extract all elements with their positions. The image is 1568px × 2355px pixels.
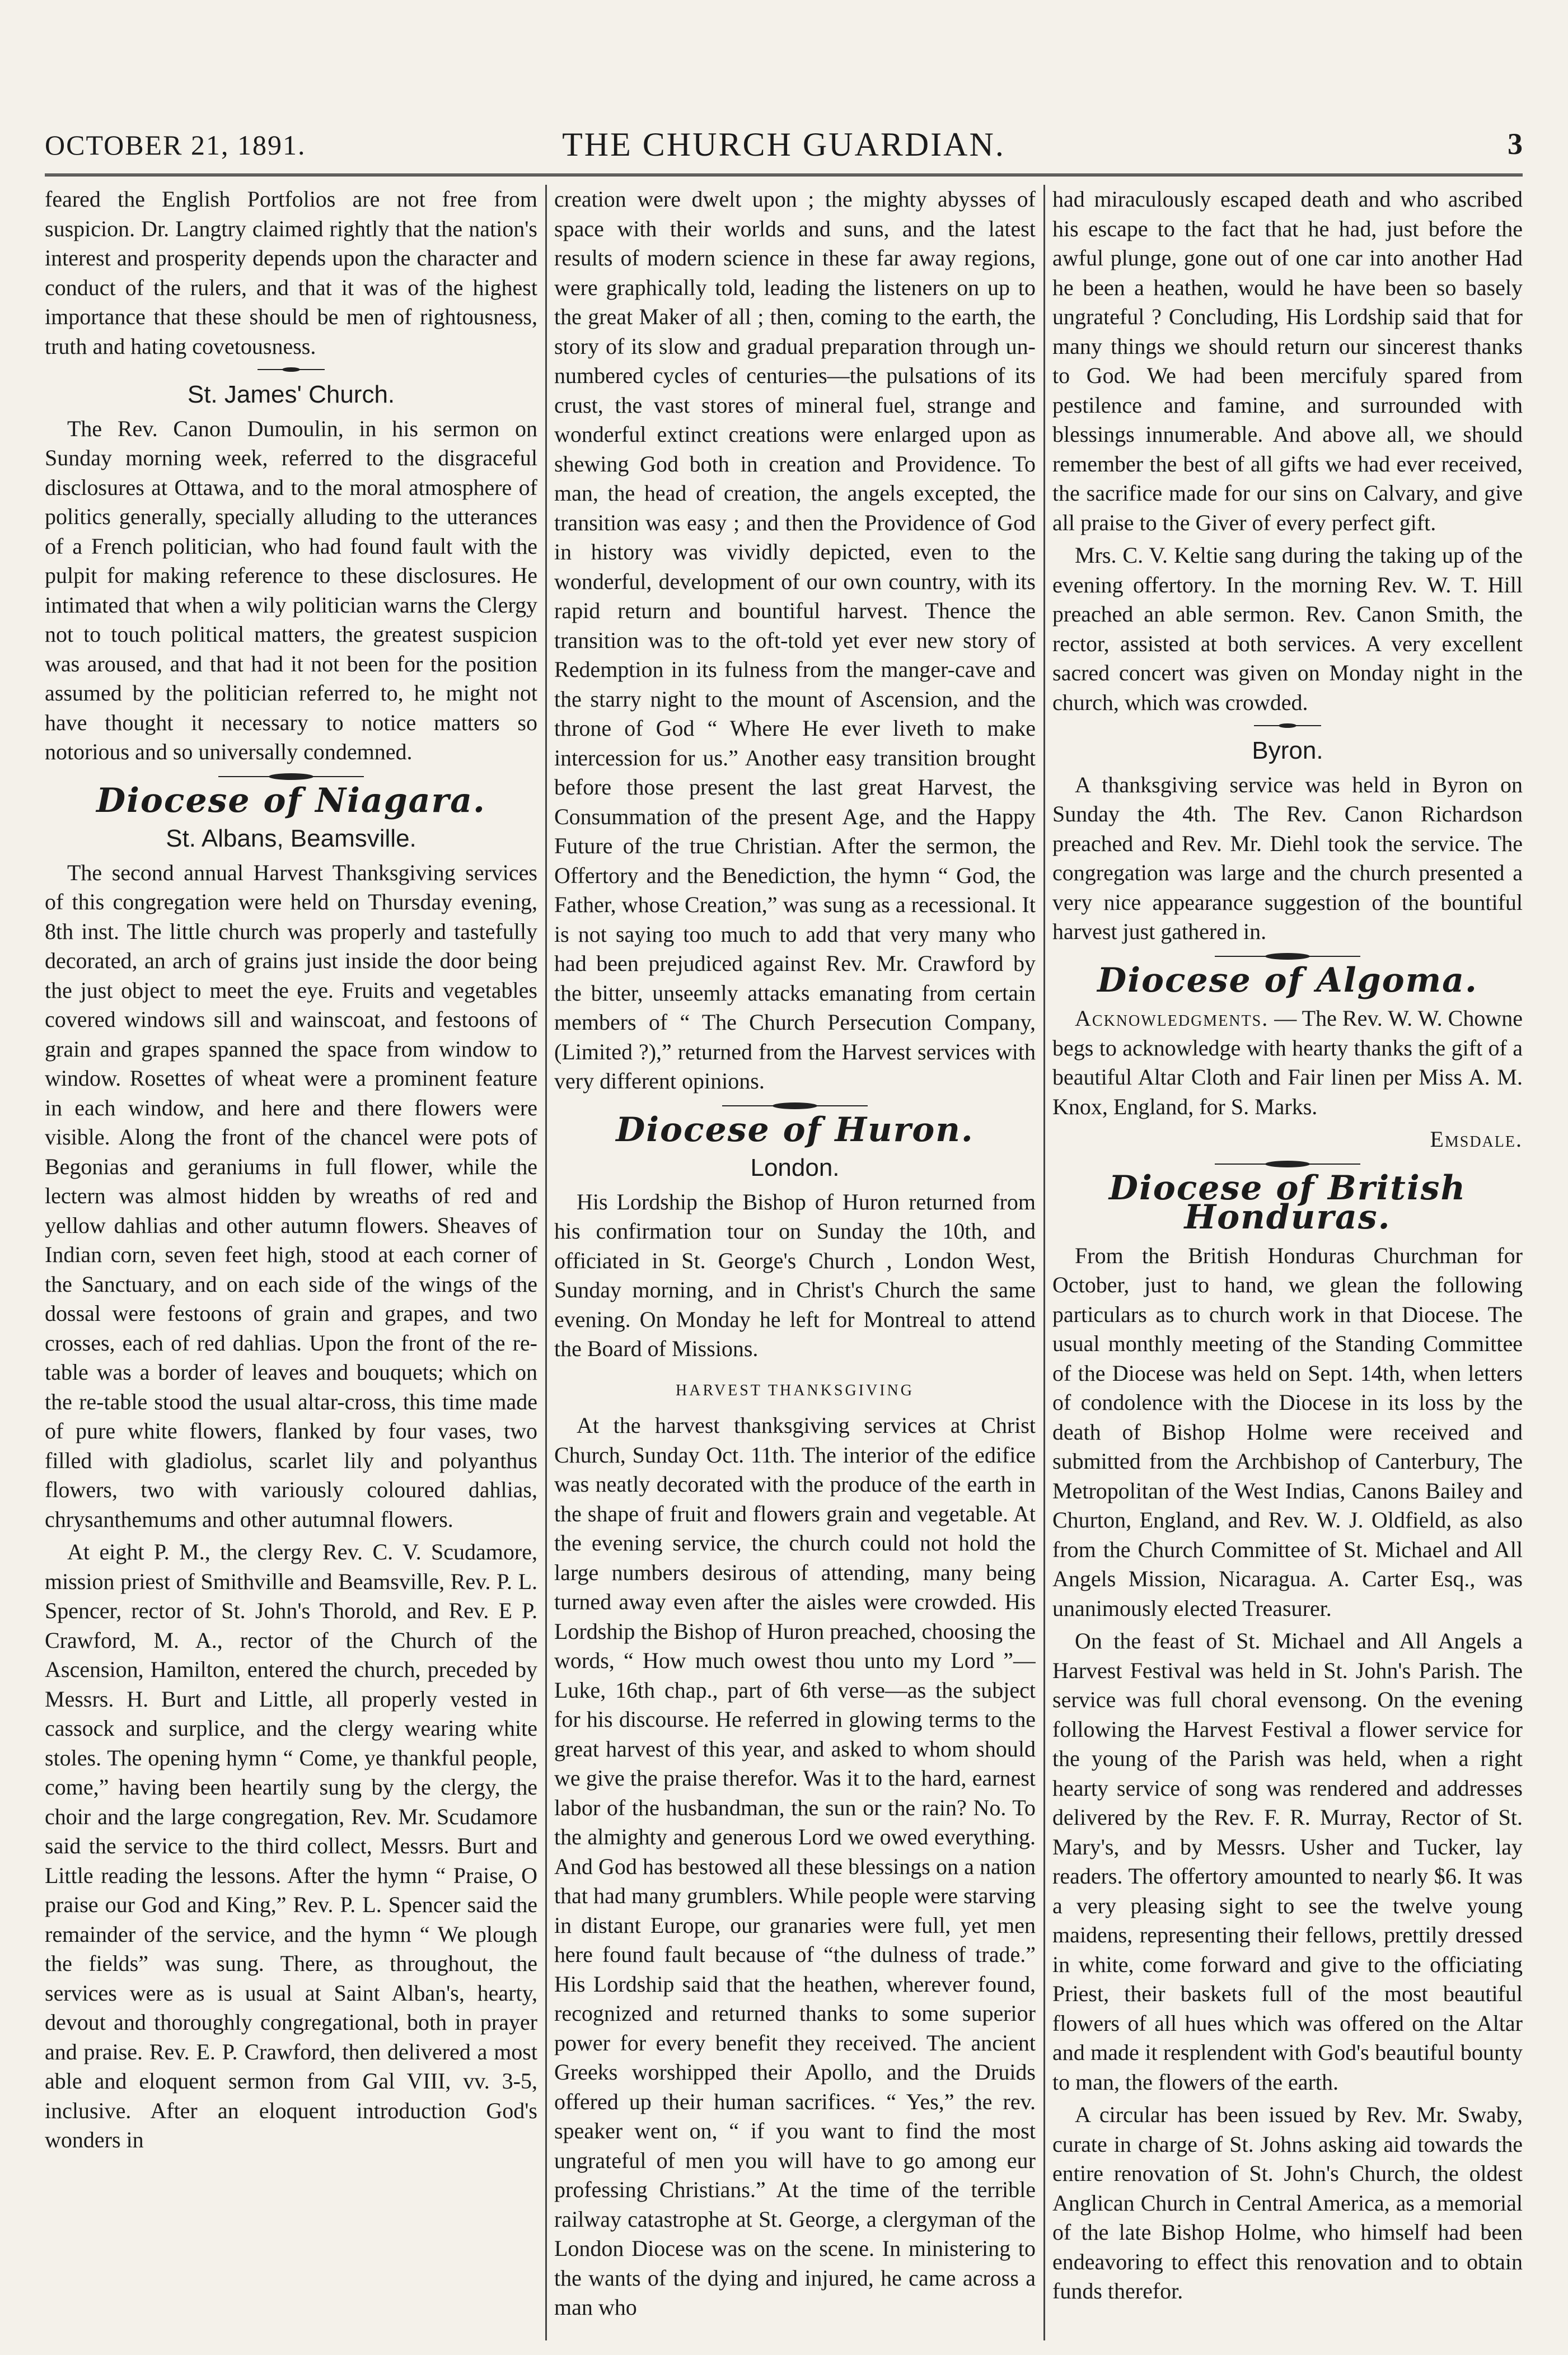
acknowledgment-text: — The Rev. W. W. Chowne begs to acknowledge with hearty thanks the gift of a beautiful Altar Cloth and Fair linen per Miss A. M. Knox, England, for S. Marks. (1052, 1006, 1523, 1119)
column-2 (554, 185, 1036, 2340)
section-title: London. (750, 1154, 840, 1181)
article-paragraph: The Rev. Canon Dumoulin, in his sermon on Sunday morning week, referred to the disgraceful disclosures at Ottawa, and to the moral atmosphere of politics generally, specially alluding to the utterances of a French politician, who had found fault with the pulpit for making reference to these disclosures. He intimated that when a wily politician warns the Clergy not to touch political matters, the greatest suspicion was aroused, and that had it not been for the position assumed by the politician referred to, he might not have thought it necessary to notice matters so notorious and so universally condemned. (45, 415, 537, 764)
page-number: 3 (1508, 127, 1523, 161)
issue-date: OCTOBER 21, 1891. (45, 129, 306, 161)
diocese-heading: Diocese of Huron. (616, 1110, 974, 1150)
article-paragraph: feared the English Portfolios are not free from suspicion. Dr. Langtry claimed rightly that the nation's interest and prosperity depends upon the character and conduct of the rulers, and that it was of the highest importance that these should be men of rightousness, truth and hating covetousness. (45, 186, 537, 359)
divider-ornament (1215, 952, 1360, 960)
section-title: Byron. (1252, 737, 1323, 764)
article-paragraph: At the harvest thanksgiving services at Christ Church, Sunday Oct. 11th. The interior of the edifice was neatly decorated with the produce of the earth in the shape of fruit and flowers grain and vegetable. At the evening service, the church could not hold the large numbers desirous of attending, many being turned away even after the aisles were crowded. His Lordship the Bishop of Huron preached, choosing the words, “ How much owest thou unto my Lord ”—Luke, 16th chap., part of 6th verse—as the subject for his discourse. He referred in glowing terms to the great harvest of this year, and asked to whom should we give the praise therefor. Was it to the hard, earnest labor of the husbandman, the sun or the rain? No. To the almighty and generous Lord we owed everything. And God has bestowed all these blessings on a nation that had many grumblers. While people were starving in distant Europe, our granaries were full, yet men here found fault because of “the dulness of trade.” His Lordship said that the heathen, wherever found, recognized and returned thanks to some superior power for every benefit they received. The ancient Greeks worshipped their Apollo, and the Druids offered up their human sacrifices. “ Yes,” the rev. speaker went on, “ if you want to find the most ungrateful of men you will have to go among eur professing Christians.” At the time of the terrible railway catastrophe at St. George, a clergyman of the London Diocese was on the scene. In ministering to the wants of the dying and injured, he came across a man who (554, 1413, 1036, 2320)
masthead (45, 112, 1523, 176)
article-paragraph: The second annual Harvest Thanksgiving services of this congregation were held on Thursday evening, 8th inst. The little church was properly and tastefully decorated, an arch of grains just inside the door being the just object to meet the eye. Fruits and vegetables covered windows sill and wainscoat, and festoons of grain and grapes spanned the space from window to window. Rosettes of wheat were a prominent feature in each window, and here and there flowers were visible. Along the front of the chancel were pots of Begonias and geraniums in full flower, while the lectern was almost hidden by wreaths of red and yellow dahlias and other autumn flowers. Sheaves of Indian corn, seven feet high, stood at each corner of the Sanctuary, and on each side of the wings of the dossal were festoons of grain and grapes, and two crosses, each of red dahlias. Upon the front of the re-table was a border of leaves and bouquets; which on the re-table stood the usual altar-cross, this time made of pure white flowers, flanked by four vases, two filled with gladiolus, scarlet lily and polyanthus flowers, two with variously coloured dahlias, chrysanthemums and other autumnal flowers. (45, 859, 537, 1532)
section-title: St. Albans, Beamsville. (166, 825, 416, 852)
column-1 (45, 185, 537, 2340)
diocese-heading: Diocese of Niagara. (96, 781, 486, 820)
article-paragraph: creation were dwelt upon ; the mighty abysses of space with their worlds and suns, and the latest results of modern science in these far away regions, were graphically told, leading the listeners on up to the great Maker of all ; then, coming to the earth, the story of its slow and gradual preparation through un-numbered cycles of centuries—the pulsations of its crust, the vast stores of mineral fuel, strange and wonderful extinct creations were enlarged upon as shewing God both in creation and Providence. To man, the head of creation, the angels excepted, the transition was easy ; and then the Providence of God in history was vividly depicted, even to the wonderful, development of our own country, with its rapid return and bountiful harvest. Thence the transition was to the oft-told yet ever new story of Redemption in its fulness from the manger-cave and the starry night to the mount of Ascension, and the throne of God “ Where He ever liveth to make intercession for us.” Another easy transition brought before those present the last great Harvest, the Consummation of the present Age, and the Happy Future of the true Christian. After the sermon, the Offertory and the Benediction, the hymn “ God, the Father, whose Creation,” was sung as a recessional. It is not saying too much to add that very many who had been prejudiced against Rev. Mr. Crawford by the bitter, unseemly attacks emanating from certain members of “ The Church Persecution Company, (Limited ?),” returned from the Harvest services with very different opinions. (554, 186, 1036, 1094)
divider-ornament (722, 1102, 868, 1110)
newspaper-title: THE CHURCH GUARDIAN. (562, 126, 1005, 163)
article-paragraph: His Lordship the Bishop of Huron returned from his confirmation tour on Sunday the 10th, and officiated in St. George's Church , London West, Sunday morning, and in Christ's Church the same evening. On Monday he left for Montreal to attend the Board of Missions. (554, 1189, 1036, 1361)
column-3 (1052, 185, 1523, 2340)
article-paragraph: At eight P. M., the clergy Rev. C. V. Scudamore, mission priest of Smithville and Beamsville, Rev. P. L. Spencer, rector of St. John's Thorold, and Rev. E P. Crawford, M. A., rector of the Church of the Ascension, Hamilton, entered the church, preceded by Messrs. H. Burt and Little, all properly vested in cassock and surplice, and the clergy wearing white stoles. The opening hymn “ Come, ye thankful people, come,” having been heartily sung by the clergy, the choir and the large congregation, Rev. Mr. Scudamore said the service to the third collect, Messrs. Burt and Little reading the lessons. After the hymn “ Praise, O praise our God and King,” Rev. P. L. Spencer said the remainder of the service, and the hymn “ We plough the fields” was sung. There, as throughout, the services were as is usual at Saint Alban's, hearty, devout and thoroughly congregational, both in prayer and praise. Rev. E. P. Crawford, then delivered a most able and eloquent sermon from Gal VIII, vv. 3-5, inclusive. After an eloquent introduction God's wonders in (45, 1539, 537, 2152)
signature: Emsdale. (1430, 1127, 1523, 1152)
diocese-heading: Diocese of Algoma. (1097, 960, 1478, 1000)
divider-ornament (1254, 723, 1321, 728)
section-subtitle: HARVEST THANKSGIVING (676, 1381, 914, 1399)
divider-ornament (1215, 1160, 1360, 1168)
column-rule (1043, 185, 1045, 2340)
article-paragraph: had miraculously escaped death and who ascribed his escape to the fact that he had, just before the awful plunge, gone out of one car into another Had he been a heathen, would he have been so basely ungrateful ? Concluding, His Lordship said that for many things we should return our sincerest thanks to God. We had been mercifuly spared from pestilence and famine, and surrounded with blessings innumerable. And above all, we should remember the best of all gifts we had ever received, the sacrifice made for our sins on Calvary, and give all praise to the Giver of every perfect gift. (1052, 186, 1523, 535)
article-paragraph: A circular has been issued by Rev. Mr. Swaby, curate in charge of St. Johns asking aid towards the entire renovation of St. John's Church, the oldest Anglican Church in Central America, as a memorial of the late Bishop Holme, who himself had been endeavoring to effect this renovation and to obtain funds therefor. (1052, 2102, 1523, 2303)
column-rule (545, 185, 547, 2340)
section-title: St. James' Church. (187, 381, 395, 408)
article-paragraph: A thanksgiving service was held in Byron on Sunday the 4th. The Rev. Canon Richardson preached and Rev. Mr. Diehl took the service. The congregation was large and the church presented a very nice appearance suggestion of the bountiful harvest just gathered in. (1052, 772, 1523, 944)
divider-ornament (218, 773, 364, 781)
article-paragraph: On the feast of St. Michael and All Angels a Harvest Festival was held in St. John's Parish. The service was full choral evensong. On the evening following the Harvest Festival a flower service for the young of the Parish was held, when a right hearty service of song was rendered and addresses delivered by the Rev. F. R. Murray, Rector of St. Mary's, and by Messrs. Usher and Tucker, lay readers. The offertory amounted to nearly $6. It was a very pleasing sight to see the twelve young maidens, representing their fellows, prettily dressed in white, come forward and give to the officiating Priest, their baskets full of the most beautiful flowers of all hues which was offered on the Altar and made it resplendent with God's beautiful bounty to man, the flowers of the earth. (1052, 1628, 1523, 2095)
article-paragraph: From the British Honduras Churchman for October, just to hand, we glean the following particulars as to church work in that Diocese. The usual monthly meeting of the Standing Committee of the Diocese was held on Sept. 14th, when letters of condolence with the Diocese in its loss by the death of Bishop Holme were received and submitted from the Archbishop of Canterbury, The Metropolitan of the West Indias, Canons Bailey and Churton, England, and Rev. W. J. Oldfield, as also from the Church Committee of St. Michael and All Angels Mission, Nicaragua. A. Carter Esq., was unanimously elected Treasurer. (1052, 1242, 1523, 1621)
acknowledgment-paragraph (1052, 1004, 1523, 1122)
acknowledgment-lead: Acknowledgments. (1075, 1006, 1269, 1031)
diocese-heading: Diocese of British Honduras. (1108, 1168, 1467, 1237)
divider-ornament (258, 367, 325, 372)
article-paragraph: Mrs. C. V. Keltie sang during the taking up of the evening offertory. In the morning Rev. W. T. Hill preached an able sermon. Rev. Canon Smith, the rector, assisted at both services. A very excellent sacred concert was given on Monday night in the church, which was crowded. (1052, 543, 1523, 715)
